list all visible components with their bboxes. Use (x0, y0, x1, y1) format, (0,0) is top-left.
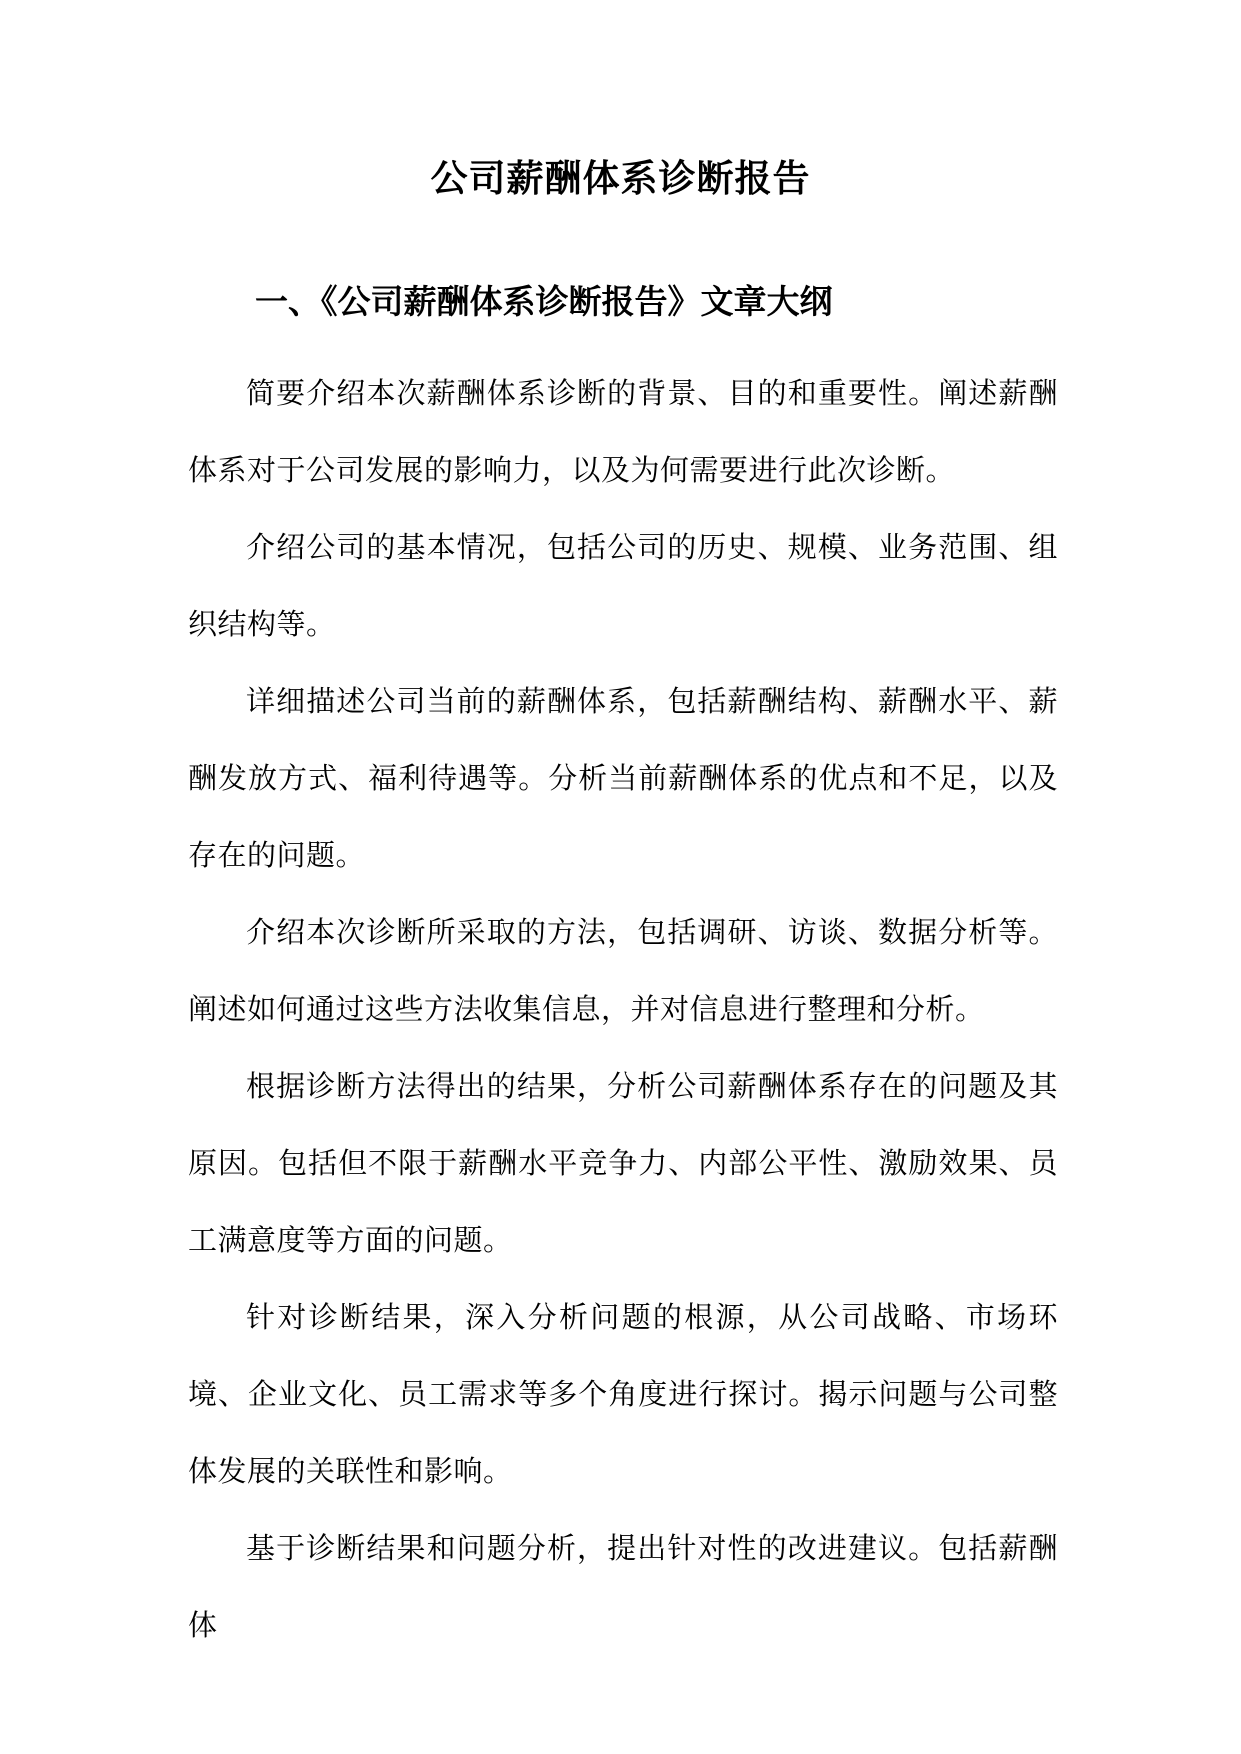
body-text (188, 355, 1058, 1664)
paragraph-company-overview: 介绍公司的基本情况，包括公司的历史、规模、业务范围、组织结构等。 (188, 530, 1058, 641)
paragraph-methods: 介绍本次诊断所采取的方法，包括调研、访谈、数据分析等。阐述如何通过这些方法收集信息，并对信息进行整理和分析。 (188, 915, 1058, 1026)
section-heading: 一、《公司薪酬体系诊断报告》文章大纲 (255, 282, 833, 321)
paragraph-background: 简要介绍本次薪酬体系诊断的背景、目的和重要性。阐述薪酬体系对于公司发展的影响力，以及为何需要进行此次诊断。 (188, 376, 1058, 487)
paragraph-results: 根据诊断方法得出的结果，分析公司薪酬体系存在的问题及其原因。包括但不限于薪酬水平竞争力、内部公平性、激励效果、员工满意度等方面的问题。 (188, 1069, 1058, 1257)
document-title: 公司薪酬体系诊断报告 (430, 156, 811, 200)
paragraph-current-system: 详细描述公司当前的薪酬体系，包括薪酬结构、薪酬水平、薪酬发放方式、福利待遇等。分析当前薪酬体系的优点和不足，以及存在的问题。 (188, 684, 1058, 872)
paragraph-recommendations: 基于诊断结果和问题分析，提出针对性的改进建议。包括薪酬体 (188, 1531, 1058, 1642)
paragraph-root-cause: 针对诊断结果，深入分析问题的根源，从公司战略、市场环境、企业文化、员工需求等多个角度进行探讨。揭示问题与公司整体发展的关联性和影响。 (188, 1300, 1058, 1488)
